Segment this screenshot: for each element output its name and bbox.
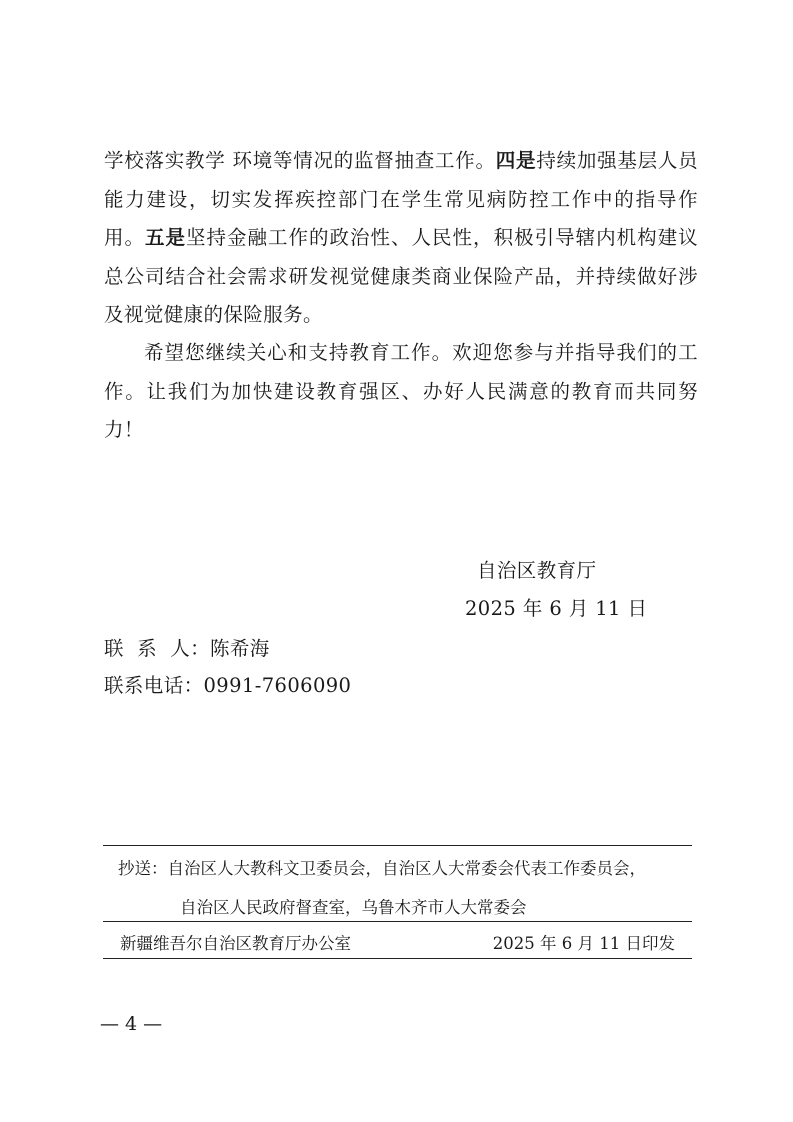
- cc-recipients-line-1: 抄送：自治区人大教科文卫委员会，自治区人大常委会代表工作委员会，: [118, 859, 646, 878]
- body-paragraph-1: [104, 142, 698, 335]
- cc-recipients-line-2: 自治区人民政府督查室，乌鲁木齐市人大常委会: [180, 898, 527, 917]
- body-paragraph-2: 希望您继续关心和支持教育工作。欢迎您参与并指导我们的工作。让我们为加快建设教育强区、办好人民满意的教育而共同努力！: [104, 341, 698, 441]
- footer-divider-middle: [103, 921, 692, 922]
- page-number: — 4 —: [100, 1013, 163, 1035]
- paragraph-text: 坚持金融工作的政治性、人民性，积极引导辖内机构建议总公司结合社会需求研发视觉健康类商业保险产品，并持续做好涉及视觉健康的保险服务。: [104, 226, 698, 326]
- bold-marker-five: 五是: [145, 226, 187, 249]
- contact-person: 联 系 人：陈希海: [104, 637, 270, 660]
- issuing-office: 新疆维吾尔自治区教育厅办公室: [120, 934, 351, 953]
- contact-phone: 联系电话：0991-7606090: [104, 674, 352, 697]
- footer-divider-top: [103, 845, 692, 846]
- signature-date: 2025 年 6 月 11 日: [465, 597, 648, 620]
- paragraph-text: 学校落实教学 环境等情况的监督抽查工作。: [104, 149, 496, 172]
- signature-organization: 自治区教育厅: [477, 559, 597, 582]
- paragraph-text: 持续加强基层人员能力建设，切实发挥疾控部门在学生常见病防控工作中的指导作用。: [104, 149, 698, 249]
- footer-divider-bottom: [103, 958, 692, 959]
- issue-date: 2025 年 6 月 11 日印发: [492, 934, 675, 953]
- bold-marker-four: 四是: [495, 149, 537, 172]
